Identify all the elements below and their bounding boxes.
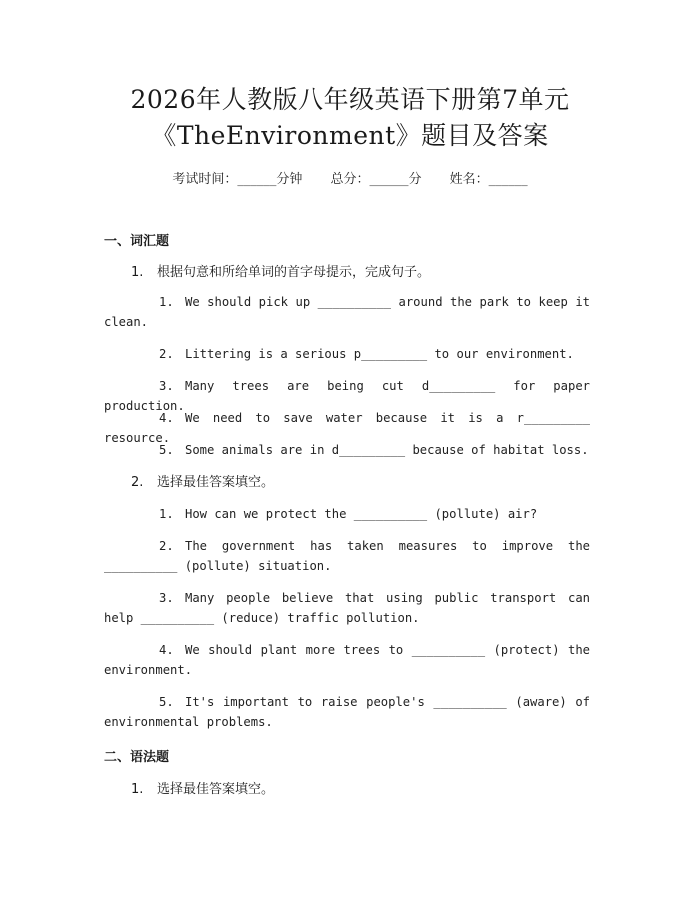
list-item — [104, 536, 590, 576]
item-number: 3. — [159, 591, 174, 605]
list-item — [104, 440, 590, 460]
item-number: 2. — [159, 347, 174, 361]
total-score-field: 总分：______分 — [330, 172, 422, 187]
section-heading-grammar: 二、语法题 — [104, 750, 170, 765]
item-number: 1. — [159, 507, 174, 521]
item-text: The government has taken measures to improve the __________ (pollute) situation. — [104, 539, 590, 573]
student-name-field: 姓名：______ — [449, 172, 528, 187]
instruction-text: 选择最佳答案填空。 — [157, 475, 275, 490]
item-text: How can we protect the __________ (pollute) air? — [185, 507, 538, 521]
item-number: 1. — [159, 295, 174, 309]
item-text: We should pick up __________ around the park to keep it clean. — [104, 295, 590, 329]
question-number: 2. — [131, 475, 144, 490]
item-number: 2. — [159, 539, 174, 553]
document-title-line-1: 2026年人教版八年级英语下册第7单元 — [130, 85, 570, 114]
list-item — [104, 504, 590, 524]
exam-time-field: 考试时间：______分钟 — [172, 172, 303, 187]
document-title-line-2: 《TheEnvironment》题目及答案 — [151, 121, 549, 150]
item-number: 4. — [159, 411, 174, 425]
question-instruction — [131, 471, 274, 490]
question-number: 1. — [131, 782, 144, 797]
exam-meta — [0, 168, 700, 187]
instruction-text: 根据句意和所给单词的首字母提示，完成句子。 — [157, 265, 431, 280]
list-item — [104, 692, 590, 732]
list-item — [104, 588, 590, 628]
item-number: 4. — [159, 643, 174, 657]
list-item — [104, 640, 590, 680]
list-item — [104, 292, 590, 332]
item-text: It's important to raise people's __________ (aware) of environmental problems. — [104, 695, 590, 729]
item-number: 5. — [159, 443, 174, 457]
item-number: 3. — [159, 379, 174, 393]
item-text: Littering is a serious p_________ to our environment. — [185, 347, 574, 361]
item-text: We should plant more trees to __________ (protect) the environment. — [104, 643, 590, 677]
list-item — [104, 344, 590, 364]
item-text: Some animals are in d_________ because of habitat loss. — [185, 443, 589, 457]
section-heading-vocabulary: 一、词汇题 — [104, 234, 170, 249]
question-instruction — [131, 261, 430, 280]
question-number: 1. — [131, 265, 144, 280]
item-text: Many trees are being cut d_________ for paper production. — [104, 379, 590, 413]
item-number: 5. — [159, 695, 174, 709]
item-text: We need to save water because it is a r_________ resource. — [104, 411, 590, 445]
question-instruction — [131, 778, 274, 797]
instruction-text: 选择最佳答案填空。 — [157, 782, 275, 797]
item-text: Many people believe that using public transport can help __________ (reduce) traffic pollution. — [104, 591, 590, 625]
